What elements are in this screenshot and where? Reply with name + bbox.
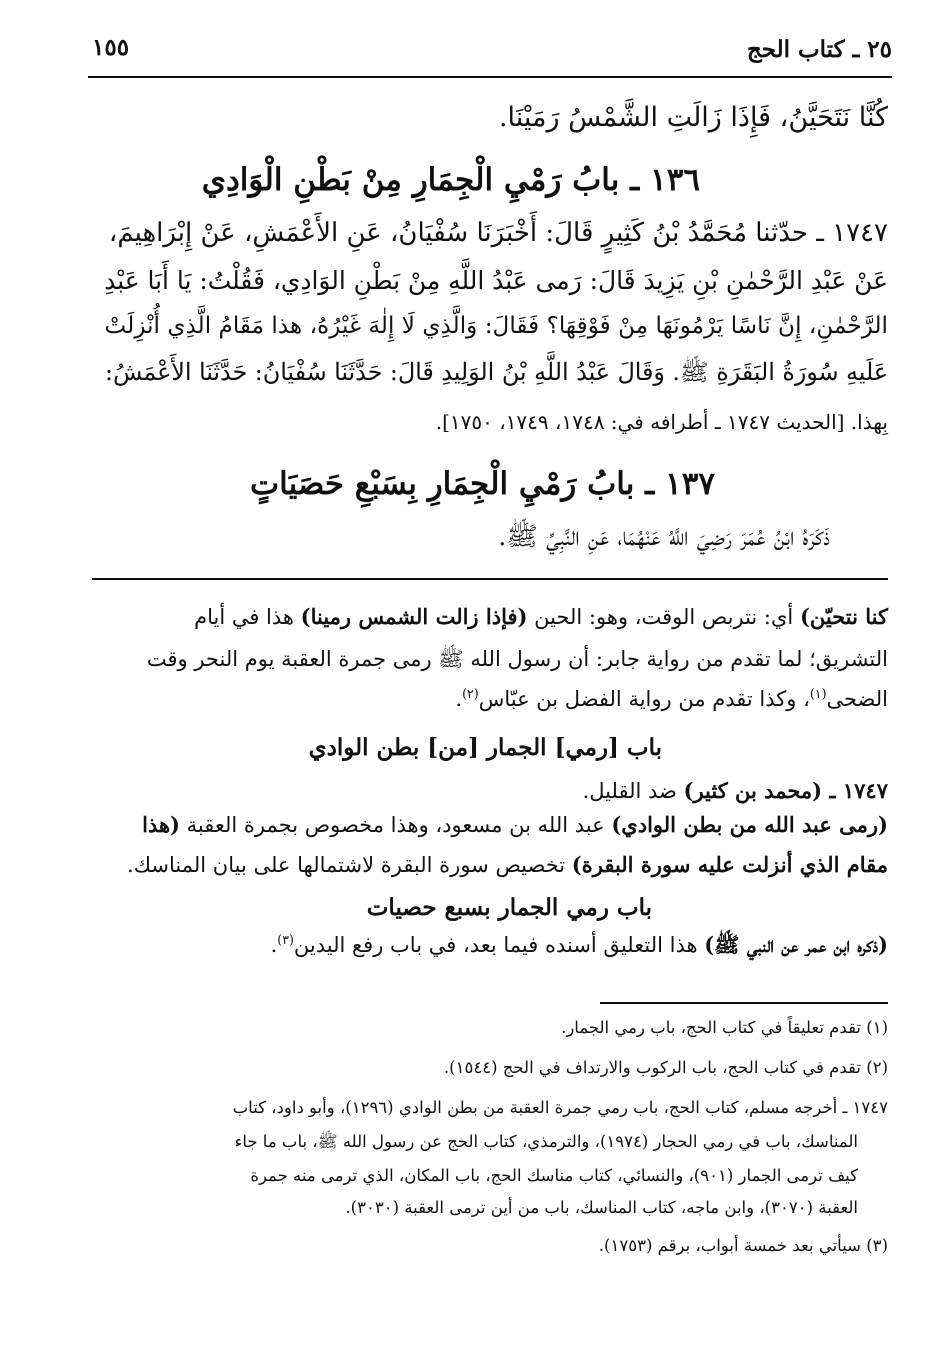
commentary-line (127, 852, 888, 877)
commentary-heading: باب [رمي] الجمار [من] بطن الوادي (308, 734, 662, 761)
commentary-text: . (270, 933, 278, 957)
footnote: (٣) سيأتي بعد خمسة أبواب، برقم (١٧٥٣). (598, 1236, 888, 1255)
page-number: ١٥٥ (92, 34, 130, 61)
commentary-line: التشريق؛ لما تقدم من رواية جابر: أن رسول الله ﷺ رمى جمرة العقبة يوم النحر وقت (146, 647, 888, 671)
commentary-bold: (ذكره ابن عمر عن النبي ﷺ) (704, 932, 888, 957)
commentary-text: ، وكذا تقدم من رواية الفضل بن عبّاس (478, 687, 810, 711)
commentary-text: هذا التعليق أسنده فيما بعد، في باب رفع اليدين (293, 933, 705, 957)
main-text-line: ذَكَرَهُ ابْنُ عُمَرَ رَضِيَ اللَّهُ عَنْهُمَا، عَنِ النَّبِيِّ ﷺ. (498, 522, 830, 552)
commentary-line (455, 686, 888, 711)
hadith-number: ١٧٤٧ ـ (822, 778, 888, 803)
commentary-text: . (455, 687, 463, 711)
commentary-line (583, 778, 888, 803)
hadith-reference-line: بِهذا. [الحديث ١٧٤٧ ـ أطرافه في: ١٧٤٨، ١٧٤٩، ١٧٥٠]. (435, 410, 888, 434)
commentary-text: أي: نتربص الوقت، وهو: الحين (527, 605, 800, 629)
commentary-divider (92, 578, 888, 580)
commentary-bold: (فإذا زالت الشمس رمينا) (300, 604, 528, 629)
footnote-continuation: كيف ترمى الجمار (٩٠١)، والنسائي، كتاب مناسك الحج، باب المكان، الذي ترمى منه جمرة (250, 1166, 858, 1185)
main-text-line: كُنَّا نَتَحَيَّنُ، فَإِذَا زَالَتِ الشَّمْسُ رَمَيْنَا. (498, 102, 888, 133)
commentary-text: تخصيص سورة البقرة لاشتمالها على بيان المناسك. (127, 853, 572, 877)
footnote: (٢) تقدم في كتاب الحج، باب الركوب والارتداف في الحج (١٥٤٤). (443, 1058, 888, 1077)
commentary-text: الضحى (826, 687, 888, 711)
commentary-bold: (هذا (142, 812, 180, 837)
footnote-continuation: المناسك، باب في رمي الحجار (١٩٧٤)، والترمذي، كتاب الحج عن رسول الله ﷺ، باب ما جاء (234, 1132, 858, 1151)
commentary-bold: (رمى عبد الله من بطن الوادي) (611, 812, 888, 837)
commentary-line (142, 812, 888, 837)
footnote-ref: (٣) (277, 932, 294, 947)
footnote: (١) تقدم تعليقاً في كتاب الحج، باب رمي الجمار. (561, 1018, 888, 1037)
commentary-heading: باب رمي الجمار بسبع حصيات (366, 894, 652, 921)
bab-heading-137: ١٣٧ ـ بابُ رَمْيِ الْجِمَارِ بِسَبْعِ حَصَيَاتٍ (249, 466, 715, 502)
commentary-bold: كنا نتحيّن) (799, 604, 888, 629)
header-divider (88, 76, 892, 78)
hadith-line: عَلَيهِ سُورَةُ البَقَرَةِ ﷺ. وَقَالَ عَبْدُ اللَّهِ بْنُ الوَلِيدِ قَالَ: حَدَّثَنَا سُفْيَانُ: حَدَّثَنَا الأَعْمَشُ: (105, 358, 888, 386)
commentary-text: ضد القليل. (582, 779, 684, 803)
bab-heading-136: ١٣٦ ـ بابُ رَمْيِ الْجِمَارِ مِنْ بَطْنِ الْوَادِي (201, 162, 700, 198)
hadith-line: الرَّحْمٰنِ، إِنَّ نَاسًا يَرْمُونَهَا مِنْ فَوْقِهَا؟ فَقَالَ: وَالَّذِي لَا إِلٰهَ غَيْرُهُ، هذا مَقَامُ الَّذِي أُنْزِلَتْ (104, 312, 888, 339)
footnote-divider (600, 1002, 888, 1004)
commentary-bold: (محمد بن كثير) (683, 778, 823, 803)
footnote: ١٧٤٧ ـ أخرجه مسلم، كتاب الحج، باب رمي جمرة العقبة من بطن الوادي (١٢٩٦)، وأبو داود، كتاب (232, 1098, 888, 1117)
footnote-ref: (١) (809, 686, 827, 701)
commentary-bold: مقام الذي أنزلت عليه سورة البقرة) (571, 852, 888, 877)
footnote-ref: (٢) (462, 686, 479, 701)
commentary-text: عبد الله بن مسعود، وهذا مخصوص بجمرة العقبة (179, 813, 612, 837)
commentary-line (194, 604, 888, 629)
commentary-text: هذا في أيام (194, 605, 301, 629)
commentary-line (271, 932, 888, 963)
footnote-continuation: العقبة (٣٠٧٠)، وابن ماجه، كتاب المناسك، باب من أين ترمى العقبة (٣٠٣٠). (345, 1198, 858, 1217)
hadith-line: عَنْ عَبْدِ الرَّحْمٰنِ بْنِ يَزِيدَ قَالَ: رَمى عَبْدُ اللَّهِ مِنْ بَطْنِ الوَادِي، فَقُلْتُ: يَا أَبَا عَبْدِ (104, 266, 888, 295)
hadith-line: ١٧٤٧ ـ حدّثنا مُحَمَّدُ بْنُ كَثِيرٍ قَالَ: أَخْبَرَنَا سُفْيَانُ، عَنِ الأَعْمَشِ، عَنْ إِبْرَاهِيمَ، (108, 218, 888, 248)
chapter-title: ٢٥ ـ كتاب الحج (746, 36, 892, 63)
